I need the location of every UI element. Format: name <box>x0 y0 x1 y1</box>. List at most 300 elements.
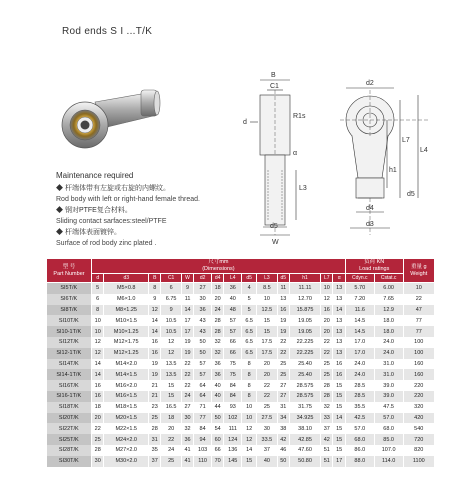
table-cell: 38.10 <box>290 423 321 434</box>
table-cell: 46 <box>277 445 289 456</box>
table-cell: 25 <box>149 413 161 424</box>
table-cell: M10×1.25 <box>104 326 149 337</box>
table-cell: 25 <box>161 456 181 467</box>
table-cell: 13.5 <box>161 369 181 380</box>
table-cell: 24.0 <box>345 359 374 370</box>
column-header: d3 <box>104 274 149 283</box>
table-cell: 40 <box>211 391 223 402</box>
maintenance-line-en: Surface of rod body zinc plated . <box>56 240 157 247</box>
maintenance-line-zh: ◆ 钢对PTFE复合材料。 <box>56 207 132 214</box>
table-cell: 66 <box>211 445 223 456</box>
table-cell: 145 <box>224 456 242 467</box>
part-number-cell: SI14-1T/K <box>47 369 92 380</box>
table-cell: 22.225 <box>290 337 321 348</box>
label-l4: L4 <box>420 147 428 154</box>
table-cell: 8.5 <box>257 283 277 294</box>
table-cell: 10.5 <box>161 315 181 326</box>
table-cell: 17.0 <box>345 337 374 348</box>
table-cell: 14 <box>333 305 345 316</box>
table-cell: 25.40 <box>290 359 321 370</box>
table-cell: 57.0 <box>374 413 403 424</box>
label-d4: d4 <box>366 205 374 212</box>
table-cell: 22 <box>257 391 277 402</box>
table-cell: 12.70 <box>290 294 321 305</box>
table-cell: 13 <box>333 315 345 326</box>
table-cell: 10 <box>257 294 277 305</box>
table-cell: 19 <box>149 359 161 370</box>
table-cell: 16 <box>333 369 345 380</box>
table-cell: 15.875 <box>290 305 321 316</box>
table-cell: 21 <box>149 380 161 391</box>
part-number-cell: SI16-1T/K <box>47 391 92 402</box>
table-cell: 15 <box>333 380 345 391</box>
table-cell: 10 <box>92 315 104 326</box>
table-cell: 42 <box>321 434 333 445</box>
table-cell: 6.00 <box>374 283 403 294</box>
table-cell: 51 <box>321 456 333 467</box>
column-header: d5 <box>277 274 289 283</box>
table-cell: 22 <box>161 434 181 445</box>
table-cell: 41 <box>181 445 193 456</box>
table-cell: M16×1.5 <box>104 391 149 402</box>
table-cell: 12.9 <box>374 305 403 316</box>
table-cell: 11 <box>277 283 289 294</box>
table-row <box>47 315 435 326</box>
table-cell: 25 <box>321 359 333 370</box>
table-cell: 36 <box>211 369 223 380</box>
table-cell: 8 <box>242 391 257 402</box>
table-cell: 66 <box>224 337 242 348</box>
table-cell: 22 <box>181 359 193 370</box>
table-cell: 8 <box>242 369 257 380</box>
column-header: L3 <box>257 274 277 283</box>
table-cell: 77 <box>194 413 212 424</box>
table-cell: 48 <box>224 305 242 316</box>
table-cell: 15 <box>161 380 181 391</box>
table-cell: 50.80 <box>290 456 321 467</box>
table-cell: 50 <box>211 413 223 424</box>
table-cell: 11.6 <box>345 305 374 316</box>
table-cell: 70 <box>211 456 223 467</box>
label-h1: h1 <box>389 167 397 174</box>
table-cell: 100 <box>403 348 434 359</box>
table-cell: 12 <box>321 294 333 305</box>
table-cell: 20 <box>211 294 223 305</box>
table-cell: 18 <box>211 283 223 294</box>
table-cell: 31 <box>149 434 161 445</box>
table-row <box>47 294 435 305</box>
table-cell: 33.5 <box>257 434 277 445</box>
table-cell: 31.75 <box>290 402 321 413</box>
table-cell: 84 <box>194 423 212 434</box>
table-cell: 24 <box>161 445 181 456</box>
table-cell: 14 <box>149 326 161 337</box>
table-cell: 19 <box>277 315 289 326</box>
table-cell: 66 <box>224 348 242 359</box>
table-cell: 16.5 <box>161 402 181 413</box>
table-cell: 9 <box>161 305 181 316</box>
table-cell: 111 <box>224 423 242 434</box>
table-cell: 20 <box>161 423 181 434</box>
table-cell: M12×1.25 <box>104 348 149 359</box>
column-header: d2 <box>194 274 212 283</box>
table-cell: 18 <box>161 413 181 424</box>
maintenance-line-zh: ◆ 杆端体带有左旋或右旋的内螺纹。 <box>56 185 170 192</box>
table-cell: 43 <box>194 315 212 326</box>
column-header: C1 <box>161 274 181 283</box>
table-cell: 57 <box>194 369 212 380</box>
table-cell: 31.0 <box>374 369 403 380</box>
table-cell: 28 <box>211 326 223 337</box>
table-row <box>47 305 435 316</box>
table-cell: 27.5 <box>257 413 277 424</box>
table-cell: 15 <box>333 402 345 413</box>
table-row <box>47 348 435 359</box>
table-cell: 540 <box>403 423 434 434</box>
table-cell: M18×1.5 <box>104 402 149 413</box>
table-cell: 39.0 <box>374 391 403 402</box>
table-cell: 5.70 <box>345 283 374 294</box>
table-cell: 28 <box>211 315 223 326</box>
table-cell: 22 <box>181 380 193 391</box>
table-cell: 320 <box>403 402 434 413</box>
table-cell: 4 <box>242 283 257 294</box>
table-cell: 15 <box>257 315 277 326</box>
table-cell: 19.05 <box>290 315 321 326</box>
table-cell: 77 <box>403 326 434 337</box>
table-cell: 420 <box>403 413 434 424</box>
table-cell: 22 <box>321 348 333 359</box>
table-cell: 28 <box>92 445 104 456</box>
rod-end-photo <box>55 80 165 155</box>
table-cell: M20×1.5 <box>104 413 149 424</box>
table-cell: 22 <box>321 337 333 348</box>
table-cell: 31 <box>277 402 289 413</box>
column-header: B <box>149 274 161 283</box>
table-cell: 37 <box>149 456 161 467</box>
table-cell: 77 <box>403 315 434 326</box>
table-cell: 47 <box>403 305 434 316</box>
table-cell: 10 <box>321 283 333 294</box>
table-cell: 30 <box>92 456 104 467</box>
table-cell: 50 <box>194 348 212 359</box>
part-number-cell: SI30T/K <box>47 456 92 467</box>
table-cell: 13.5 <box>161 359 181 370</box>
table-cell: M27×2.0 <box>104 445 149 456</box>
table-cell: 13 <box>333 348 345 359</box>
table-row <box>47 380 435 391</box>
label-r1s: R1s <box>293 113 306 120</box>
column-header: W <box>181 274 193 283</box>
table-cell: 15 <box>161 391 181 402</box>
table-cell: M24×2.0 <box>104 434 149 445</box>
table-cell: 71 <box>194 402 212 413</box>
table-cell: 28.575 <box>290 391 321 402</box>
table-cell: 22.225 <box>290 348 321 359</box>
table-cell: 9 <box>149 294 161 305</box>
table-cell: 12 <box>161 337 181 348</box>
table-cell: 22 <box>277 337 289 348</box>
table-cell: 25 <box>321 369 333 380</box>
maintenance-notes <box>56 170 200 249</box>
column-header: d4 <box>211 274 223 283</box>
part-number-cell: SI25T/K <box>47 434 92 445</box>
column-header: d5 <box>242 274 257 283</box>
table-cell: 57.0 <box>345 423 374 434</box>
table-cell: 6 <box>92 294 104 305</box>
table-row <box>47 283 435 294</box>
table-cell: 12 <box>161 348 181 359</box>
table-cell: 124 <box>224 434 242 445</box>
table-cell: 54 <box>211 423 223 434</box>
part-number-cell: SI28T/K <box>47 445 92 456</box>
table-cell: 19 <box>181 348 193 359</box>
table-cell: 13 <box>333 326 345 337</box>
table-cell: 24.0 <box>345 369 374 380</box>
table-cell: 40 <box>211 380 223 391</box>
table-cell: 94 <box>194 434 212 445</box>
column-header: α <box>333 274 345 283</box>
table-row <box>47 434 435 445</box>
table-cell: 84 <box>224 380 242 391</box>
specification-table <box>46 258 435 467</box>
table-cell: 17.0 <box>345 348 374 359</box>
table-cell: 30 <box>194 294 212 305</box>
table-cell: 27 <box>181 402 193 413</box>
maintenance-line-en: Sliding contact sarfaces:steel/PTFE <box>56 218 167 225</box>
part-number-cell: SI18T/K <box>47 402 92 413</box>
part-number-cell: SI6T/K <box>47 294 92 305</box>
table-cell: 102 <box>224 413 242 424</box>
table-cell: 68.0 <box>374 423 403 434</box>
table-cell: 27 <box>277 391 289 402</box>
table-cell: 14.5 <box>345 326 374 337</box>
table-cell: 88.0 <box>345 456 374 467</box>
table-cell: M10×1.5 <box>104 315 149 326</box>
table-row <box>47 456 435 467</box>
table-cell: 85.0 <box>374 434 403 445</box>
table-cell: 20 <box>321 326 333 337</box>
table-cell: 25 <box>277 359 289 370</box>
table-cell: 28 <box>321 391 333 402</box>
table-cell: 10.5 <box>161 326 181 337</box>
table-cell: 720 <box>403 434 434 445</box>
table-cell: 107.0 <box>374 445 403 456</box>
table-cell: 25 <box>92 434 104 445</box>
table-cell: 12 <box>92 348 104 359</box>
table-cell: 93 <box>224 402 242 413</box>
table-cell: 30 <box>257 423 277 434</box>
table-cell: 7.65 <box>374 294 403 305</box>
table-cell: 12.5 <box>257 305 277 316</box>
table-cell: 6.5 <box>242 348 257 359</box>
table-cell: 20 <box>257 369 277 380</box>
table-cell: 160 <box>403 359 434 370</box>
label-d3: d3 <box>366 221 374 228</box>
table-cell: 820 <box>403 445 434 456</box>
table-cell: 12 <box>149 305 161 316</box>
part-number-cell: SI22T/K <box>47 423 92 434</box>
table-cell: 19.05 <box>290 326 321 337</box>
table-cell: 28.5 <box>345 380 374 391</box>
table-cell: 40 <box>224 294 242 305</box>
table-row <box>47 337 435 348</box>
part-number-cell: SI5T/K <box>47 283 92 294</box>
part-number-cell: SI16T/K <box>47 380 92 391</box>
table-cell: 6.5 <box>242 337 257 348</box>
table-cell: 41 <box>181 456 193 467</box>
table-cell: 25 <box>277 369 289 380</box>
table-cell: 86.0 <box>345 445 374 456</box>
table-cell: M14×2.0 <box>104 359 149 370</box>
table-cell: 18 <box>92 402 104 413</box>
table-cell: 42 <box>277 434 289 445</box>
table-cell: 220 <box>403 391 434 402</box>
table-cell: 13 <box>333 283 345 294</box>
table-row <box>47 369 435 380</box>
table-cell: M14×1.5 <box>104 369 149 380</box>
table-cell: 15 <box>333 391 345 402</box>
technical-drawing <box>230 60 435 245</box>
table-cell: 5 <box>242 294 257 305</box>
table-cell: 17.5 <box>257 348 277 359</box>
table-cell: 34 <box>277 413 289 424</box>
table-cell: 160 <box>403 369 434 380</box>
table-cell: 22 <box>92 423 104 434</box>
maintenance-line-en: Rod body with left or right-hand female thread. <box>56 196 200 203</box>
table-cell: 20 <box>321 315 333 326</box>
table-cell: 24 <box>211 305 223 316</box>
weight-header: 重量 g Weight <box>403 259 434 283</box>
table-cell: 30 <box>181 413 193 424</box>
table-cell: 13 <box>333 294 345 305</box>
table-cell: 40 <box>257 456 277 467</box>
table-cell: 14.5 <box>345 315 374 326</box>
table-cell: 16 <box>92 391 104 402</box>
label-alpha: α <box>293 150 298 157</box>
table-cell: M30×2.0 <box>104 456 149 467</box>
table-cell: 23 <box>149 402 161 413</box>
maintenance-line-zh: ◆ 杆端体表面镀锌。 <box>56 229 121 236</box>
table-cell: 44 <box>211 402 223 413</box>
part-number-cell: SI10T/K <box>47 315 92 326</box>
table-cell: 32 <box>211 337 223 348</box>
table-row <box>47 391 435 402</box>
table-cell: 10 <box>242 413 257 424</box>
table-cell: 100 <box>403 337 434 348</box>
table-cell: 27 <box>194 283 212 294</box>
label-B: B <box>271 72 276 79</box>
table-cell: 60 <box>211 434 223 445</box>
table-cell: 10 <box>92 326 104 337</box>
table-cell: 14 <box>181 305 193 316</box>
dimensions-header: 尺寸mm (Dimensions) <box>92 259 346 274</box>
table-cell: 6.75 <box>161 294 181 305</box>
table-cell: 84 <box>224 391 242 402</box>
table-cell: 16 <box>92 380 104 391</box>
table-cell: 20 <box>257 359 277 370</box>
part-number-cell: SI12T/K <box>47 337 92 348</box>
table-cell: 28 <box>149 423 161 434</box>
table-cell: 34.925 <box>290 413 321 424</box>
table-cell: 25 <box>257 402 277 413</box>
table-cell: 15 <box>333 423 345 434</box>
table-cell: M8×1.25 <box>104 305 149 316</box>
column-header: L7 <box>321 274 333 283</box>
table-cell: 19 <box>181 337 193 348</box>
table-cell: M16×2.0 <box>104 380 149 391</box>
table-cell: 9 <box>181 283 193 294</box>
table-cell: 22 <box>257 380 277 391</box>
table-cell: 14 <box>333 413 345 424</box>
table-cell: 16 <box>333 359 345 370</box>
table-cell: 32 <box>211 348 223 359</box>
table-cell: 220 <box>403 380 434 391</box>
table-cell: 16 <box>149 337 161 348</box>
table-cell: 57 <box>224 315 242 326</box>
table-cell: 103 <box>194 445 212 456</box>
table-cell: 75 <box>224 359 242 370</box>
specification-table-body <box>47 283 435 467</box>
table-cell: 75 <box>224 369 242 380</box>
table-cell: M12×1.75 <box>104 337 149 348</box>
part-number-cell: SI12-1T/K <box>47 348 92 359</box>
table-cell: 32 <box>181 423 193 434</box>
table-cell: 8 <box>149 283 161 294</box>
table-cell: 51 <box>321 445 333 456</box>
table-cell: 15 <box>257 326 277 337</box>
table-cell: 22 <box>403 294 434 305</box>
table-cell: 22 <box>277 348 289 359</box>
table-cell: 68.0 <box>345 434 374 445</box>
table-cell: 57 <box>224 326 242 337</box>
table-cell: 57 <box>194 359 212 370</box>
table-cell: 31.0 <box>374 359 403 370</box>
part-number-cell: SI8T/K <box>47 305 92 316</box>
table-cell: 42.85 <box>290 434 321 445</box>
table-cell: 15 <box>242 456 257 467</box>
table-cell: 25.40 <box>290 369 321 380</box>
table-cell: 37 <box>257 445 277 456</box>
table-cell: 33 <box>321 413 333 424</box>
table-cell: 35.5 <box>345 402 374 413</box>
table-cell: 11.11 <box>290 283 321 294</box>
table-cell: 12 <box>242 434 257 445</box>
table-cell: 110 <box>194 456 212 467</box>
table-cell: 36 <box>194 305 212 316</box>
table-cell: 14 <box>92 359 104 370</box>
column-header: h1 <box>290 274 321 283</box>
table-cell: 6 <box>161 283 181 294</box>
table-row <box>47 359 435 370</box>
table-cell: 17 <box>181 315 193 326</box>
table-cell: 35 <box>149 445 161 456</box>
table-cell: 36 <box>181 434 193 445</box>
load-ratings-header: 负荷 KN Load ratings <box>345 259 403 274</box>
part-number-cell: SI20T/K <box>47 413 92 424</box>
table-cell: 17.5 <box>257 337 277 348</box>
part-number-cell: SI14T/K <box>47 359 92 370</box>
table-cell: 15 <box>333 434 345 445</box>
table-cell: 8 <box>242 359 257 370</box>
table-row <box>47 445 435 456</box>
label-d5-right: d5 <box>407 191 415 198</box>
table-cell: 64 <box>194 391 212 402</box>
table-row <box>47 402 435 413</box>
table-cell: 38 <box>277 423 289 434</box>
table-cell: 11 <box>181 294 193 305</box>
table-cell: 16 <box>149 348 161 359</box>
